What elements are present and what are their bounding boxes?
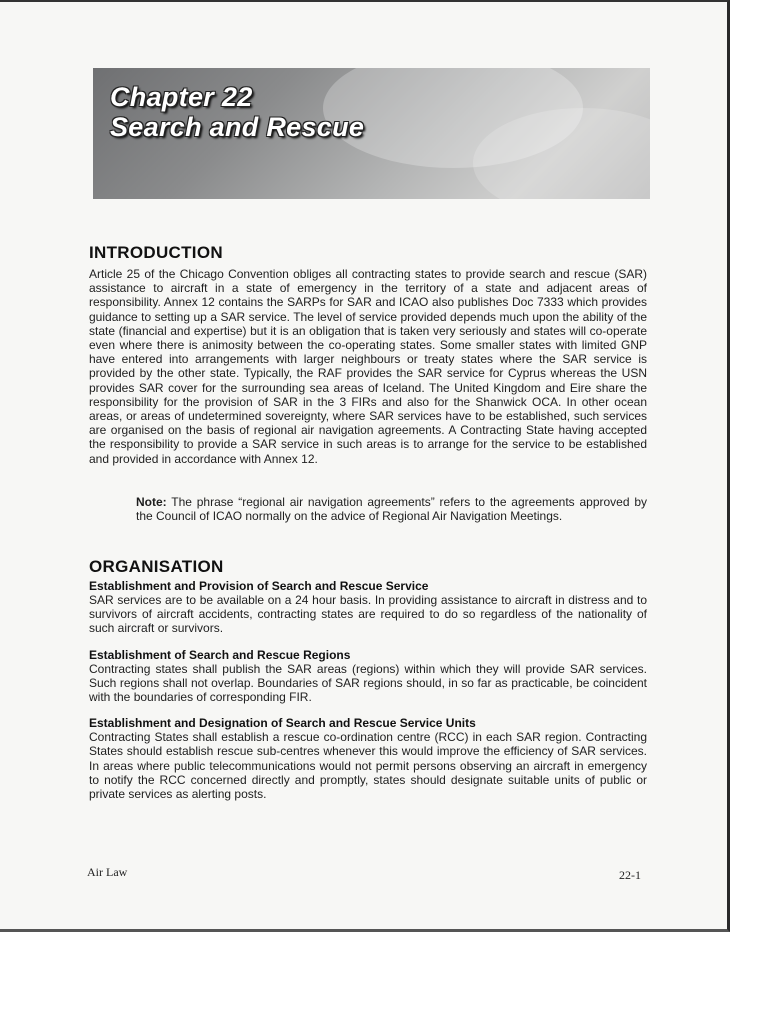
section-heading: Establishment and Provision of Search and Rescue Service bbox=[89, 579, 429, 593]
note-block bbox=[136, 496, 647, 523]
chapter-title bbox=[110, 82, 364, 142]
section-paragraph: Contracting States shall establish a rescue co-ordination centre (RCC) in each SAR region. Contracting States should establish rescue sub-centres whenever this would improve the efficiency of SAR services. In areas where public telecommunications would not permit persons observing an aircraft in emergency to notify the RCC concerned directly and promptly, states should designate suitable units of public or private services as alerting posts. bbox=[89, 730, 647, 802]
footer-page-number: 22-1 bbox=[619, 868, 641, 882]
section-heading: Establishment of Search and Rescue Regions bbox=[89, 647, 351, 662]
section-paragraph: Contracting states shall publish the SAR areas (regions) within which they will provide SAR services. Such regions shall not overlap. Boundaries of SAR regions should, in so far as practicable, be coincident with the boundaries of corresponding FIR. bbox=[89, 661, 647, 705]
footer-book-title: Air Law bbox=[87, 865, 128, 879]
organisation-heading: ORGANISATION bbox=[89, 557, 224, 576]
note-label: Note: bbox=[136, 495, 167, 509]
section-heading: Establishment and Designation of Search and Rescue Service Units bbox=[89, 716, 476, 731]
introduction-heading: INTRODUCTION bbox=[89, 243, 223, 262]
show-through-text bbox=[488, 72, 648, 84]
note-text: The phrase “regional air navigation agreements” refers to the agreements approved by the Council of ICAO normally on the advice of Regional Air Navigation Meetings. bbox=[136, 495, 647, 523]
introduction-section bbox=[89, 243, 647, 466]
introduction-paragraph: Article 25 of the Chicago Convention obliges all contracting states to provide search and rescue (SAR) assistance to aircraft in a state of emergency in the territory of a state and adjacent areas of responsibility. Annex 12 contains the SARPs for SAR and ICAO also publishes Doc 7333 which provides guidance to setting up a SAR service. The level of service provided depends much upon the ability of the state (financial and expertise) but it is an obligation that is taken very seriously and states will co-operate even where there is animosity between the co-operating states. Some smaller states with limited GNP have entered into arrangements with larger neighbours or treaty states where the SAR service is provided by the other state. Typically, the RAF provides the SAR service for Cyprus whereas the USN provides SAR cover for the surrounding sea areas of Iceland. The United Kingdom and Eire share the responsibility for the provision of SAR in the 3 FIRs and also for the Shanwick OCA. In other ocean areas, or areas of undetermined sovereignty, where SAR services have to be established, such services are organised on the basis of regional air navigation agreements. A Contracting State having accepted the responsibility to provide a SAR service in such areas is to arrange for the service to be established and provided in accordance with Annex 12. bbox=[89, 267, 647, 466]
chapter-name: Search and Rescue bbox=[110, 112, 365, 142]
section-paragraph: SAR services are to be available on a 24 hour basis. In providing assistance to aircraft in distress and to survivors of aircraft accidents, contracting states are required to do so regardless of the nationality of such aircraft or survivors. bbox=[89, 593, 647, 636]
chapter-number: Chapter 22 bbox=[110, 82, 253, 112]
organisation-section bbox=[89, 557, 647, 801]
chapter-banner bbox=[93, 68, 650, 199]
